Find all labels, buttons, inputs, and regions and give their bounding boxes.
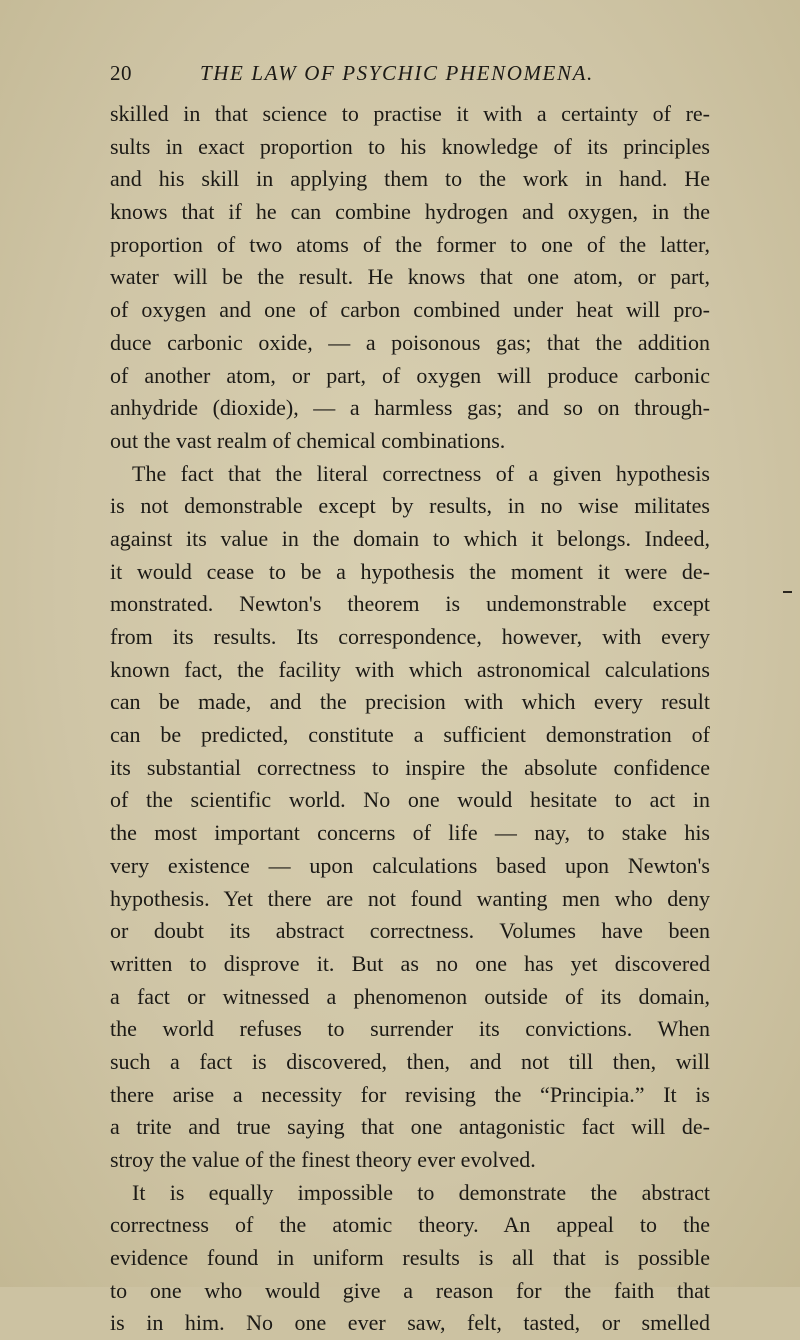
text-line: it would cease to be a hypothesis the moment it were de- [110, 558, 710, 584]
text-line: can be made, and the precision with which every result [110, 689, 710, 715]
text-line: written to disprove it. But as no one has yet discovered [110, 950, 710, 976]
text-line: from its results. Its correspondence, however, with every [110, 624, 710, 649]
body-text [110, 98, 710, 1340]
text-line: there arise a necessity for revising the “Principia.” It is [110, 1081, 710, 1107]
text-line: known fact, the facility with which astronomical calculations [110, 656, 710, 682]
text-line: can be predicted, constitute a sufficient demonstration of [110, 722, 710, 748]
text-line: of another atom, or part, of oxygen will produce carbonic [110, 362, 710, 388]
text-line: skilled in that science to practise it with a certainty of re- [110, 101, 710, 126]
text-line: water will be the result. He knows that one atom, or part, [110, 264, 710, 290]
text-line: to one who would give a reason for the faith that [110, 1277, 710, 1303]
paragraph-start-line: The fact that the literal correctness of a given hypothesis [132, 460, 710, 486]
running-head [110, 58, 700, 88]
text-line: such a fact is discovered, then, and not till then, will [110, 1048, 710, 1074]
text-line: knows that if he can combine hydrogen and oxygen, in the [110, 199, 710, 225]
running-title: THE LAW OF PSYCHIC PHENOMENA. [200, 61, 594, 85]
margin-mark [783, 591, 792, 593]
text-line: the most important concerns of life — nay, to stake his [110, 820, 710, 846]
text-line: of the scientific world. No one would hesitate to act in [110, 787, 710, 813]
text-line: its substantial correctness to inspire the absolute confidence [110, 754, 710, 780]
text-line: sults in exact proportion to his knowledge of its principles [110, 133, 710, 159]
text-line: of oxygen and one of carbon combined under heat will pro- [110, 297, 710, 323]
text-line: duce carbonic oxide, — a poisonous gas; that the addition [110, 329, 710, 355]
paragraph-start-line: It is equally impossible to demonstrate the abstract [132, 1179, 710, 1205]
text-line: is not demonstrable except by results, in no wise militates [110, 493, 710, 519]
text-line: the world refuses to surrender its convictions. When [110, 1016, 710, 1042]
text-line: is in him. No one ever saw, felt, tasted, or smelled [110, 1310, 710, 1336]
paragraph-end-line: stroy the value of the finest theory ever evolved. [110, 1147, 536, 1172]
text-line: against its value in the domain to which it belongs. Indeed, [110, 525, 710, 551]
text-line: correctness of the atomic theory. An appeal to the [110, 1212, 710, 1238]
text-line: hypothesis. Yet there are not found wanting men who deny [110, 885, 710, 911]
text-line: a fact or witnessed a phenomenon outside of its domain, [110, 983, 710, 1009]
text-line: evidence found in uniform results is all that is possible [110, 1245, 710, 1271]
text-line: very existence — upon calculations based upon Newton's [110, 852, 710, 878]
text-line: and his skill in applying them to the work in hand. He [110, 166, 710, 192]
paragraph-end-line: out the vast realm of chemical combinations. [110, 427, 506, 453]
text-line: proportion of two atoms of the former to one of the latter, [110, 231, 710, 257]
text-line: anhydride (dioxide), — a harmless gas; and so on through- [110, 395, 710, 421]
text-line: or doubt its abstract correctness. Volumes have been [110, 918, 710, 944]
text-line: a trite and true saying that one antagonistic fact will de- [110, 1114, 710, 1140]
text-line: monstrated. Newton's theorem is undemonstrable except [110, 591, 710, 617]
page-number: 20 [110, 61, 132, 85]
